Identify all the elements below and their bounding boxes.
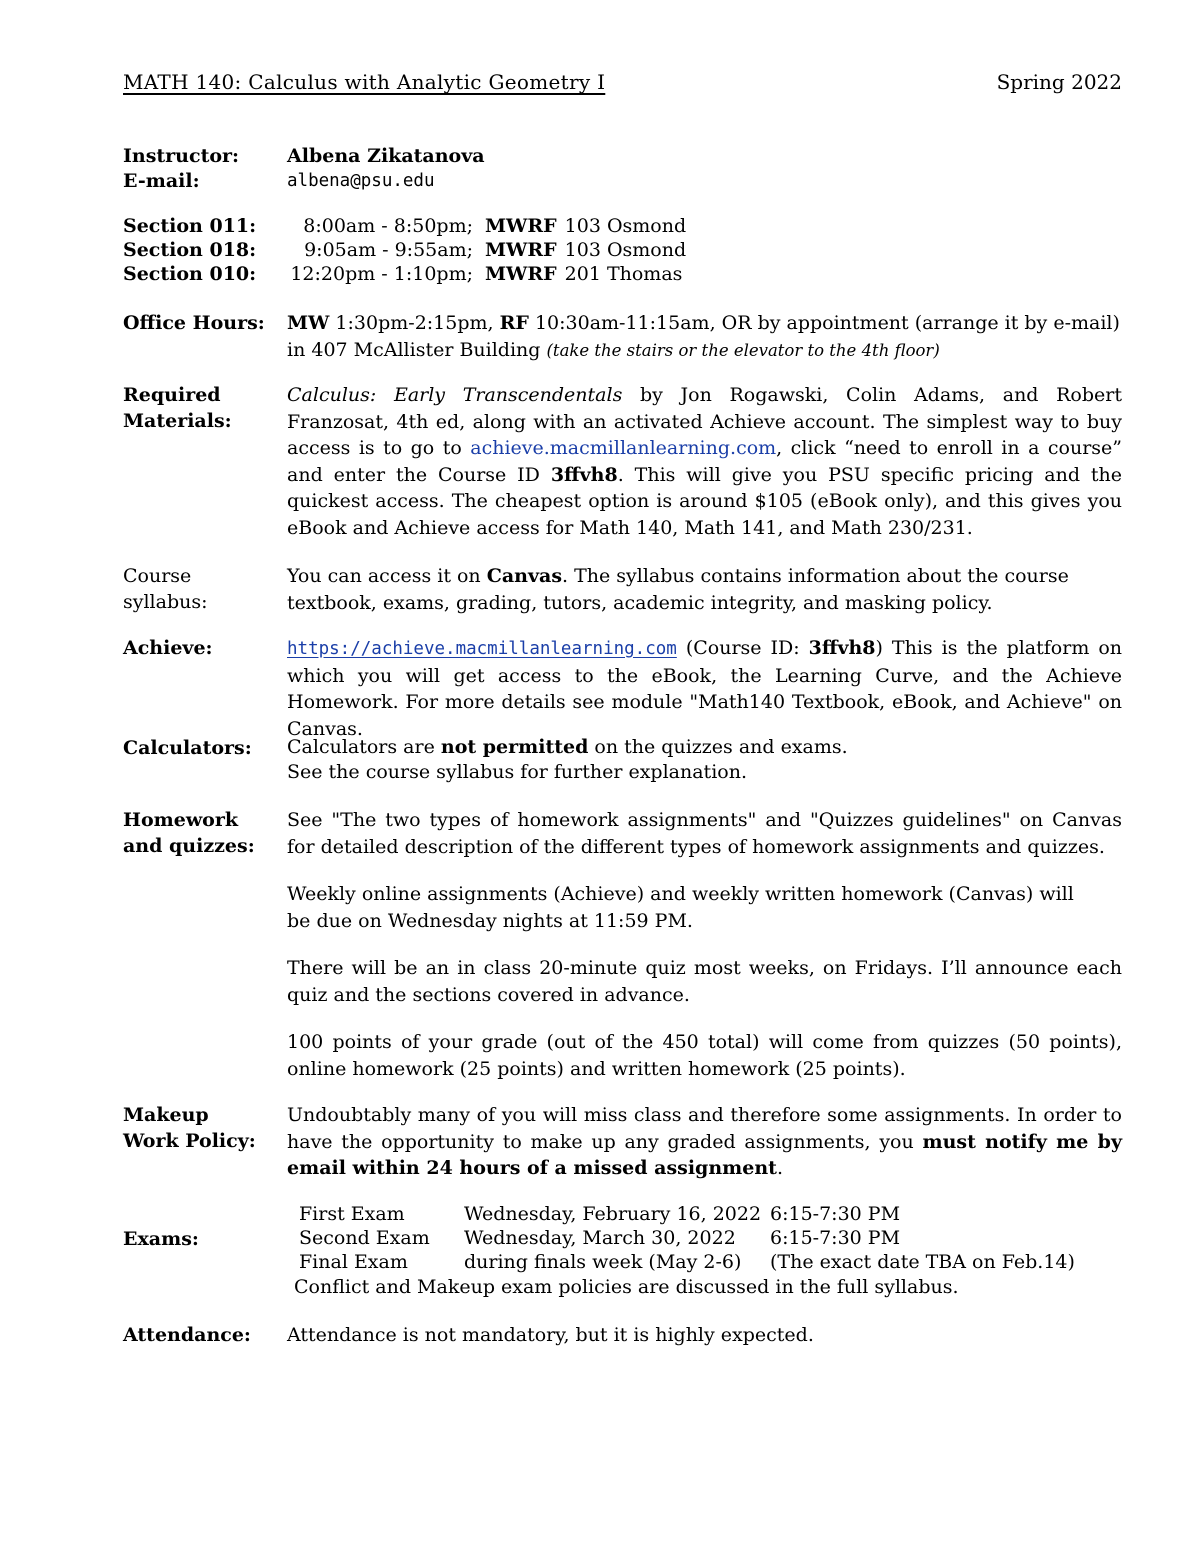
- exam-time: 6:15-7:30 PM: [770, 1227, 901, 1249]
- instructor-email[interactable]: albena@psu.edu: [287, 171, 435, 191]
- exam-row: [299, 1250, 1075, 1274]
- syllabus-label-1: Course: [123, 565, 192, 587]
- textbook-title: Calculus: Early Transcendentals: [287, 384, 623, 406]
- homework-paragraph: There will be an in class 20-minute quiz most weeks, on Fridays. I’ll announce each quiz and the sections covered in advance.: [287, 957, 1122, 1006]
- section-label: Section 010:: [123, 263, 257, 285]
- achieve-link[interactable]: achieve.macmillanlearning.com: [470, 437, 777, 459]
- office-days-2: RF: [499, 312, 529, 334]
- section-time: 12:20pm - 1:10pm;: [290, 263, 473, 285]
- achieve-label: Achieve:: [123, 637, 213, 659]
- makeup-text: [287, 1102, 1122, 1182]
- homework-label-1: Homework: [123, 809, 239, 831]
- section-time: 9:05am - 9:55am;: [304, 239, 473, 261]
- exam-time: (The exact date TBA on Feb.14): [770, 1251, 1075, 1273]
- sections-table: [123, 214, 686, 286]
- syllabus-text-2: . The syllabus contains information about the course textbook, exams, grading, tutors, academic integrity, and masking policy.: [287, 565, 1069, 614]
- exam-time: 6:15-7:30 PM: [770, 1203, 901, 1225]
- materials-label-1: Required: [123, 384, 221, 406]
- exams-block: [123, 1202, 1122, 1302]
- materials-text: [287, 382, 1122, 541]
- section-time: 8:00am - 8:50pm;: [303, 215, 473, 237]
- instructor-block: [123, 143, 1122, 195]
- achieve-text: [287, 635, 1122, 742]
- office-days-1: MW: [287, 312, 330, 334]
- term: Spring 2022: [996, 70, 1122, 94]
- makeup-block: [123, 1102, 1122, 1182]
- section-days: MWRF: [485, 263, 557, 285]
- instructor-name: Albena Zikatanova: [287, 145, 485, 167]
- sections-block: [123, 214, 1122, 286]
- syllabus-block: [123, 563, 1122, 617]
- calculators-text-1: Calculators are: [287, 736, 441, 758]
- course-title: MATH 140: Calculus with Analytic Geometry I: [123, 70, 606, 94]
- section-row: [123, 214, 686, 238]
- page-title: [123, 70, 605, 94]
- syllabus-text-1: You can access it on: [287, 565, 487, 587]
- office-location: in 407 McAllister Building: [287, 338, 541, 361]
- materials-text-3: . This will give you PSU specific pricing and the quickest access. The cheapest option is around $105 (eBook only), and this gives you eBook and Achieve access for Math 140, Math 141, and Math 230/231.: [287, 463, 1122, 539]
- section-label: Section 018:: [123, 239, 257, 261]
- section-row: [123, 262, 686, 286]
- calculators-text-2: on the quizzes and exams.: [588, 736, 848, 758]
- office-time-1: 1:30pm-2:15pm,: [335, 312, 494, 334]
- homework-text: [287, 807, 1122, 1082]
- office-hours-label: Office Hours:: [123, 312, 265, 334]
- materials-label: [123, 382, 283, 434]
- calculators-line-2: See the course syllabus for further explanation.: [287, 761, 747, 783]
- exams-label: Exams:: [123, 1228, 199, 1250]
- materials-label-2: Materials:: [123, 410, 232, 432]
- makeup-label: [123, 1102, 283, 1154]
- syllabus-label-2: syllabus:: [123, 591, 208, 613]
- office-time-2: 10:30am-11:15am, OR by appointment (arrange it by e-mail): [534, 312, 1120, 334]
- section-room: 103 Osmond: [564, 215, 687, 237]
- homework-label: [123, 807, 283, 859]
- canvas-link[interactable]: Canvas: [486, 565, 563, 587]
- section-days: MWRF: [485, 239, 557, 261]
- office-hours-block: [123, 310, 1122, 364]
- calculators-emph: not permitted: [440, 736, 589, 758]
- makeup-label-2: Work Policy:: [123, 1130, 256, 1152]
- section-room: 103 Osmond: [564, 239, 687, 261]
- achieve-text-1: (Course ID:: [676, 637, 809, 659]
- makeup-label-1: Makeup: [123, 1104, 209, 1126]
- homework-paragraph: Weekly online assignments (Achieve) and weekly written homework (Canvas) will be due on Wednesday nights at 11:59 PM.: [287, 883, 1074, 932]
- makeup-text-2: .: [776, 1157, 783, 1179]
- calculators-label: Calculators:: [123, 737, 252, 759]
- exam-name: First Exam: [299, 1203, 405, 1225]
- achieve-course-id: 3ffvh8: [808, 637, 876, 659]
- exam-date: Wednesday, March 30, 2022: [464, 1227, 736, 1249]
- section-days: MWRF: [485, 215, 557, 237]
- achieve-text-2: ) This is the platform on which you will get access to the eBook, the Learning Curve, and the Achieve Homework. For more details see module "Math140 Textbook, eBook, and Achieve" on Canvas.: [287, 637, 1122, 740]
- calculators-block: [123, 735, 1122, 789]
- attendance-label: Attendance:: [123, 1324, 251, 1346]
- attendance-text: Attendance is not mandatory, but it is highly expected.: [287, 1324, 814, 1346]
- exam-date: Wednesday, February 16, 2022: [464, 1203, 762, 1225]
- makeup-text-1: Undoubtably many of you will miss class and therefore some assignments. In order to have the opportunity to make up any graded assignments, you: [287, 1104, 1122, 1153]
- course-id: 3ffvh8: [550, 463, 618, 486]
- achieve-url[interactable]: https://achieve.macmillanlearning.com: [287, 639, 677, 659]
- office-note: (take the stairs or the elevator to the 4th floor): [546, 340, 940, 360]
- exam-row: [299, 1202, 1075, 1226]
- exam-date: during finals week (May 2-6): [464, 1251, 742, 1273]
- homework-block: [123, 807, 1122, 1087]
- section-row: [123, 238, 686, 262]
- attendance-block: [123, 1322, 1122, 1352]
- homework-paragraph: See "The two types of homework assignments" and "Quizzes guidelines" on Canvas for detailed description of the different types of homework assignments and quizzes.: [287, 809, 1122, 858]
- exam-name: Final Exam: [299, 1251, 408, 1273]
- email-label: E-mail:: [123, 170, 200, 192]
- exam-row: [299, 1226, 1075, 1250]
- homework-paragraph: 100 points of your grade (out of the 450 total) will come from quizzes (50 points), online homework (25 points) and written homework (25 points).: [287, 1031, 1122, 1080]
- syllabus-text: [287, 563, 1122, 616]
- achieve-block: [123, 635, 1122, 740]
- exam-name: Second Exam: [299, 1227, 430, 1249]
- section-room: 201 Thomas: [564, 263, 683, 285]
- calculators-text: [287, 735, 1122, 785]
- section-label: Section 011:: [123, 215, 257, 237]
- materials-block: [123, 382, 1122, 542]
- materials-text-1: by Jon Rogawski, Colin Adams, and Robert Franzosat, 4th ed, along with an activated Achieve account. The simplest way to buy access is to go to: [287, 384, 1122, 459]
- exams-table: [299, 1202, 1075, 1274]
- exams-table-wrap: [299, 1202, 1075, 1274]
- instructor-label: Instructor:: [123, 145, 240, 167]
- exams-note: Conflict and Makeup exam policies are discussed in the full syllabus.: [294, 1276, 959, 1298]
- office-hours-text: [287, 310, 1122, 364]
- homework-label-2: and quizzes:: [123, 835, 255, 857]
- syllabus-label: [123, 563, 283, 615]
- makeup-emph: must notify me by email within 24 hours of a missed assignment: [287, 1130, 1122, 1179]
- materials-text-2: , click “need to enroll in a course” and enter the Course ID: [287, 437, 1122, 486]
